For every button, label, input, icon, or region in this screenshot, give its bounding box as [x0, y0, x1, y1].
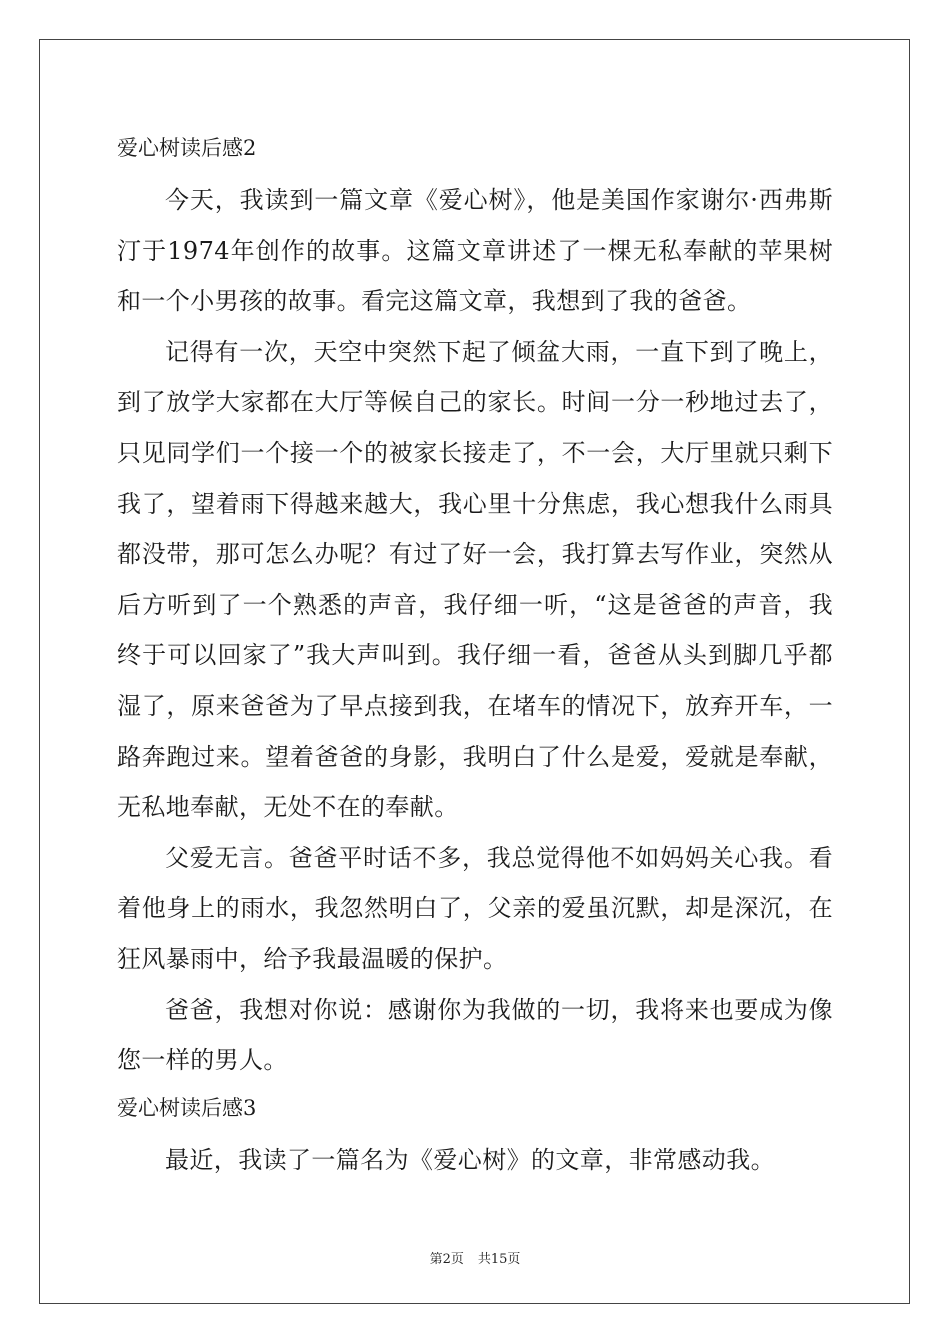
paragraph: 今天，我读到一篇文章《爱心树》，他是美国作家谢尔·西弗斯汀于1974年创作的故事。这篇文章讲述了一棵无私奉献的苹果树和一个小男孩的故事。看完这篇文章，我想到了我的爸爸。	[117, 186, 833, 316]
paragraph: 记得有一次，天空中突然下起了倾盆大雨，一直下到了晚上，到了放学大家都在大厅等候自己的家长。时间一分一秒地过去了，只见同学们一个接一个的被家长接走了，不一会，大厅里就只剩下我了，望着雨下得越来越大，我心里十分焦虑，我心想我什么雨具都没带，那可怎么办呢？有过了好一会，我打算去写作业，突然从后方听到了一个熟悉的声音，我仔细一听，“这是爸爸的声音，我终于可以回家了”我大声叫到。我仔细一看，爸爸从头到脚几乎都湿了，原来爸爸为了早点接到我，在堵车的情况下，放弃开车，一路奔跑过来。望着爸爸的身影，我明白了什么是爱，爱就是奉献，无私地奉献，无处不在的奉献。	[117, 337, 833, 822]
paragraph: 爸爸，我想对你说：感谢你为我做的一切，我将来也要成为像您一样的男人。	[117, 995, 833, 1075]
paragraph: 父爱无言。爸爸平时话不多，我总觉得他不如妈妈关心我。看着他身上的雨水，我忽然明白了，父亲的爱虽沉默，却是深沉，在狂风暴雨中，给予我最温暖的保护。	[117, 843, 833, 973]
section-heading: 爱心树读后感3	[117, 1095, 257, 1120]
section-heading: 爱心树读后感2	[117, 136, 257, 160]
page-total: 共15页	[477, 1252, 521, 1267]
document-body	[117, 128, 833, 1185]
page-footer	[0, 1248, 950, 1267]
paragraph: 最近，我读了一篇名为《爱心树》的文章，非常感动我。	[165, 1145, 775, 1174]
page-number: 第2页	[429, 1252, 464, 1267]
